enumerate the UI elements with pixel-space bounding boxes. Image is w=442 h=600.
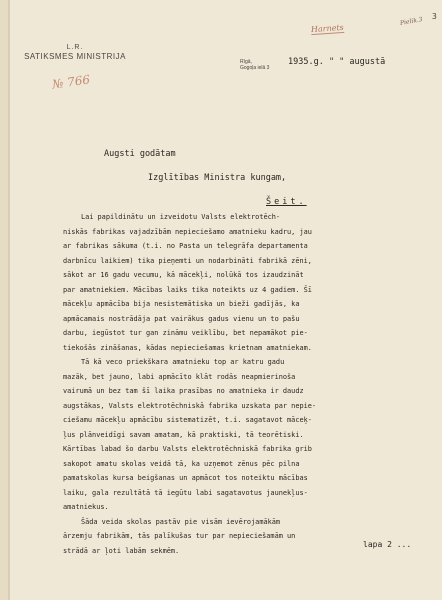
place-line [240,59,269,71]
place-city: Rīgā, [240,59,252,65]
page-binding-edge [8,0,10,600]
page-continuation-footer: lapa 2 ... [363,540,412,549]
addressee: Izglītības Ministra kungam, [148,173,287,183]
salutation: Augsti godātam [104,149,176,159]
body-paragraph-2: Tā kā veco priekškara amatnieku top ar katru gadu mazāk, bet jauno, labi apmācīto klāt rodās neapmierinoša vairumā un bez tam šī laika prasības no amatnieka ir daudz augstākas, Valsts elektrotēchniskā fabrika uzskata par nepie- ciešamu mācekļu apmācību sistematizēt, t.i. sagatavot māceķ- ļus plānveidīgi savam amatam, kā praktiski, tā teorētiski. Kārtības labad šo darbu Valsts elektrotēchniskā fabrika grib sakopot amatu skolas veidā tā, ka uzņemot zēnus pēc pilna pamatskolas kursa beigšanas un apmācot tos noteiktu mācības laiku, gala rezultātā tā iegūtu labi sagatavotus jaunekļus- amatniekus. [63,358,317,511]
body-paragraph-3: Šāda veida skolas pastāv pie visām ievērojamākām ārzemju fabrikām, tās palīkušas tur par nepieciešamām un strādā ar ļoti labām sekmēm. [63,517,296,555]
signature-stamp: Harnets [310,22,345,35]
corner-stamp: Pielik.3 [399,16,424,27]
letterhead-ministry-name: SATIKSMES MINISTRIJA [24,52,126,61]
letterhead [20,44,130,61]
place-street: Gogoļa ielā 3 [240,65,270,71]
document-date: 1935.g. " " augustā [288,57,386,67]
letterhead-initials: L.R. [66,44,84,51]
corner-page-number: 3 [432,12,437,21]
letter-body [63,210,418,558]
handwritten-reference-number: № 766 [51,72,91,92]
body-paragraph-1: Lai papildinātu un izveidotu Valsts elektrotēch- niskās fabrikas vajadzībām nepieciešamo amatnieku kadru, jau ar fabrikas sākuma (t.i. no Pasta un telegrāfa departamenta darbnīcu laikiem) tika pieņemti un nodarbināti fabrikā zēni, sākot ar 16 gadu vecumu, kā mācekļi, nolūkā tos izaudzināt par amatniekiem. Mācības laiks tika noteikts uz 4 gadiem. Šī mācekļu apmācība bija nesistemātiska un bieži gadījās, ka apmācamais nostrādāja pat vairākus gadus vienu un to pašu darbu, iegūstot tur gan zināmu veiklību, bet nepamākot pie- tiekošās zināšanas, kādas nepieciešamas krietnam amatniekam. [63,213,312,352]
letter-heading: Šeit. [266,197,307,207]
